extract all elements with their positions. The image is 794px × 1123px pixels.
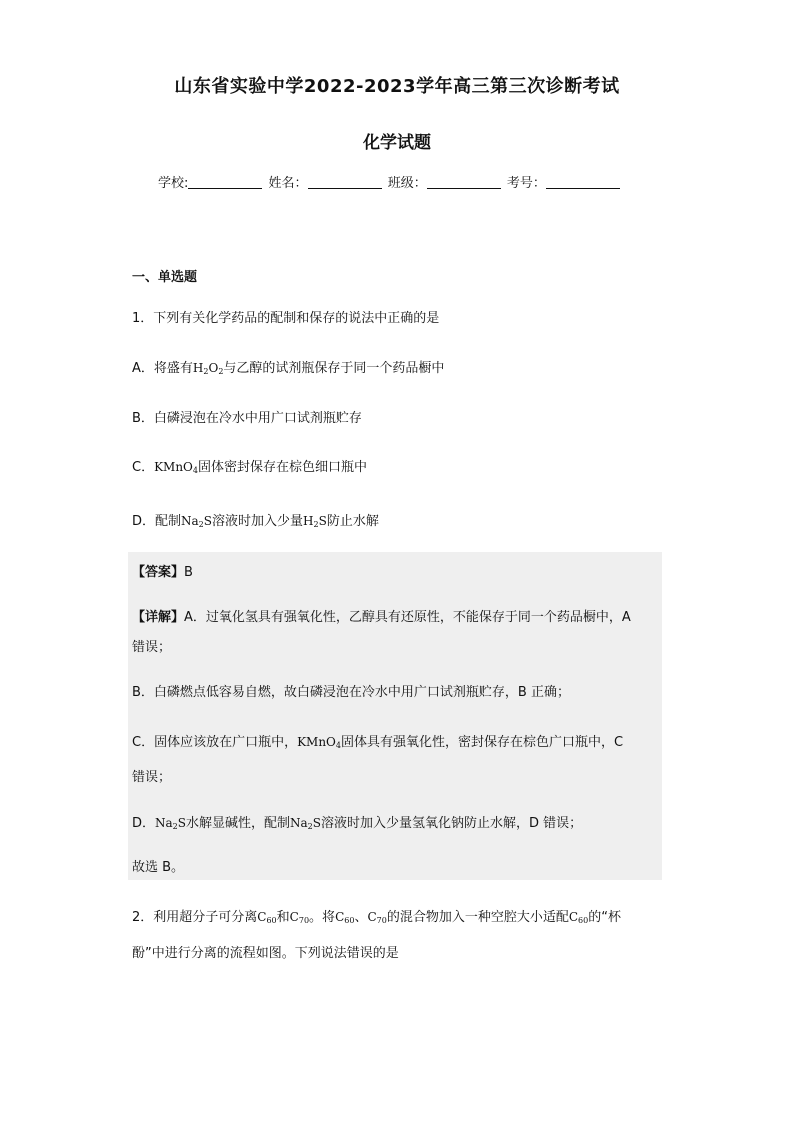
q1-option-c-pre: C． xyxy=(132,460,155,475)
formula-part: C xyxy=(289,910,299,924)
q1-option-a-post: 与乙醇的试剂瓶保存于同一个药品橱中 xyxy=(223,361,445,376)
c70-formula xyxy=(290,910,309,924)
student-info-fields xyxy=(158,172,622,191)
exam-number-label: 考号： xyxy=(506,176,546,191)
formula-sub: 70 xyxy=(298,916,310,925)
q1-option-d-formula-2 xyxy=(303,514,327,528)
name-blank[interactable] xyxy=(308,176,382,189)
detail-c1-pre: C．固体应该放在广口瓶中， xyxy=(132,735,298,750)
formula-part: C xyxy=(335,910,345,924)
c60-formula xyxy=(335,910,354,924)
formula-sub: 60 xyxy=(578,916,589,925)
q2-text: 、 xyxy=(354,910,368,925)
detail-line-a1 xyxy=(132,606,631,625)
q1-option-d-formula-1 xyxy=(181,514,212,528)
formula-part: S xyxy=(318,514,327,528)
q2-stem-line-2: 酚”中进行分离的流程如图。下列说法错误的是 xyxy=(132,946,399,961)
c60-formula xyxy=(569,910,588,924)
detail-d-mid: 水解显碱性，配制 xyxy=(186,816,291,831)
formula-part: H xyxy=(192,361,204,375)
detail-line-c1 xyxy=(132,731,623,750)
formula-sub: 2 xyxy=(218,367,224,376)
q1-stem: 1．下列有关化学药品的配制和保存的说法中正确的是 xyxy=(132,311,440,326)
q1-option-d-pre: D．配制 xyxy=(132,514,182,529)
detail-a1-text: A．过氧化氢具有强氧化性，乙醇具有还原性，不能保存于同一个药品橱中，A xyxy=(184,610,631,625)
formula-sub: 2 xyxy=(307,822,313,831)
formula-sub: 4 xyxy=(192,466,198,475)
q2-text: 的“杯 xyxy=(588,910,621,925)
detail-d-post: 溶液时加入少量氢氧化钠防止水解，D 错误； xyxy=(321,816,583,831)
formula-part: O xyxy=(208,361,219,375)
formula-part: Na xyxy=(181,514,199,528)
q2-stem-line-1 xyxy=(132,906,621,925)
q1-option-d-post: 防止水解 xyxy=(326,514,379,529)
formula-part: C xyxy=(568,910,579,924)
formula-sub: 70 xyxy=(376,916,387,925)
q1-answer xyxy=(132,561,193,580)
formula-sub: 2 xyxy=(313,520,319,529)
answer-value: B xyxy=(184,565,193,580)
formula-part: C xyxy=(367,910,377,924)
q1-option-d xyxy=(132,510,379,529)
formula-part: KMnO xyxy=(154,460,193,474)
answer-label: 【答案】 xyxy=(132,565,185,580)
detail-line-c2: 错误； xyxy=(132,770,172,785)
q1-option-a xyxy=(132,357,444,376)
formula-part: S xyxy=(312,816,321,830)
formula-sub: 2 xyxy=(203,367,209,376)
q1-option-a-formula xyxy=(193,361,224,375)
formula-sub: 4 xyxy=(335,741,341,750)
formula-sub: 60 xyxy=(266,916,277,925)
formula-part: H xyxy=(303,514,314,528)
q2-text: 2．利用超分子可分离 xyxy=(132,910,258,925)
detail-d-formula-1 xyxy=(155,816,186,830)
exam-subtitle: 化学试题 xyxy=(363,133,431,153)
q2-text: 和 xyxy=(276,910,290,925)
q1-option-c-formula xyxy=(154,460,198,474)
q1-option-b: B．白磷浸泡在冷水中用广口试剂瓶贮存 xyxy=(132,411,362,426)
school-label: 学校: xyxy=(158,176,189,191)
c60-formula xyxy=(257,910,276,924)
name-label: 姓名： xyxy=(268,176,308,191)
c70-formula xyxy=(367,910,386,924)
section-heading: 一、单选题 xyxy=(132,270,198,285)
q1-option-c-post: 固体密封保存在棕色细口瓶中 xyxy=(198,460,368,475)
formula-part: S xyxy=(203,514,212,528)
detail-c1-post: 固体具有强氧化性，密封保存在棕色广口瓶中，C xyxy=(341,735,624,750)
q2-text: 。将 xyxy=(309,910,336,925)
detail-c1-formula xyxy=(297,735,341,749)
class-label: 班级： xyxy=(387,176,427,191)
detail-d-formula-2 xyxy=(290,816,321,830)
formula-sub: 60 xyxy=(344,916,355,925)
formula-part: Na xyxy=(155,816,173,830)
q1-option-d-mid: 溶液时加入少量 xyxy=(212,514,304,529)
detail-line-b: B．白磷燃点低容易自燃，故白磷浸泡在冷水中用广口试剂瓶贮存，B 正确； xyxy=(132,685,570,700)
detail-line-a2: 错误； xyxy=(132,640,172,655)
school-blank[interactable] xyxy=(188,176,262,189)
exam-title: 山东省实验中学2022-2023学年高三第三次诊断考试 xyxy=(174,76,620,97)
formula-part: KMnO xyxy=(297,735,336,749)
formula-part: C xyxy=(257,910,267,924)
formula-sub: 2 xyxy=(172,822,178,831)
detail-conclusion: 故选 B。 xyxy=(132,860,185,875)
detail-d-pre: D． xyxy=(132,816,156,831)
class-blank[interactable] xyxy=(427,176,501,189)
exam-number-blank[interactable] xyxy=(546,176,620,189)
formula-sub: 2 xyxy=(198,520,204,529)
formula-part: Na xyxy=(290,816,308,830)
detail-line-d xyxy=(132,812,582,831)
q1-option-c xyxy=(132,456,367,475)
q1-option-a-pre: A．将盛有 xyxy=(132,361,193,376)
formula-part: S xyxy=(177,816,186,830)
q2-text: 的混合物加入一种空腔大小适配 xyxy=(386,910,569,925)
detail-label: 【详解】 xyxy=(132,610,185,625)
